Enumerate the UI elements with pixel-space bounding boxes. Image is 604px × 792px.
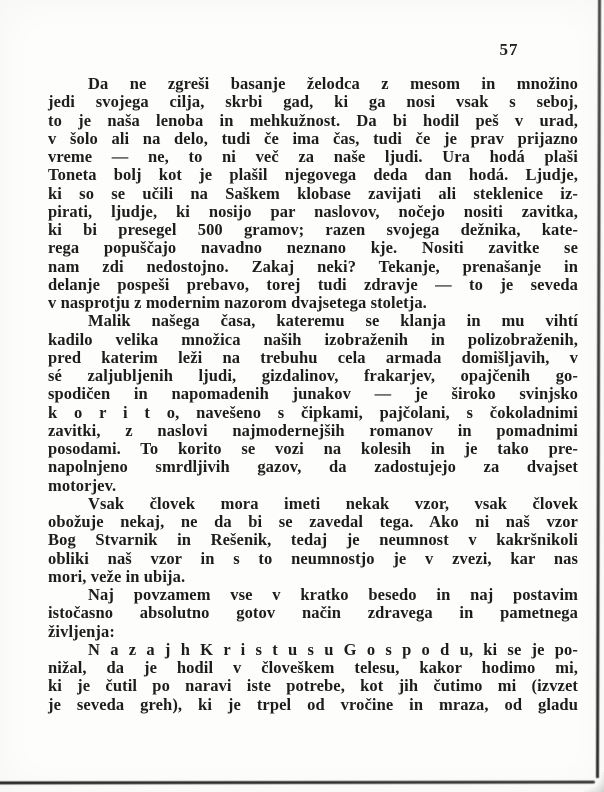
text-line: sé zaljubljenih ljudi, gizdalinov, frakarjev, opajčenih go- [48, 366, 578, 385]
text-line: N a z a j h K r i s t u s u G o s p o d u, ki se je po- [88, 639, 578, 659]
text-line: Malik našega časa, kateremu se klanja in mu vihtí [88, 311, 578, 331]
text-line: mori, veže in ubija. [48, 566, 186, 586]
text-line: kadilo velika množica naših izobraženih in polizobraženih, [48, 329, 578, 349]
text-line: ki bi presegel 500 gramov; razen svojega dežnika, kate- [48, 220, 578, 239]
text-line: v nasprotju z modernim nazorom dvajsetega stoletja. [48, 293, 427, 312]
text-line: življenja: [48, 621, 115, 641]
text-line: Bog Stvarnik in Rešenik, tedaj je neumnost v kakršnikoli [48, 530, 578, 550]
text-line: pirati, ljudje, ki nosijo par naslovov, nočejo nositi zavitka, [48, 201, 578, 221]
text-line: ki je čutil po naravi iste potrebe, kot jih čutimo mi (izvzet [48, 676, 578, 696]
text-line: to je naša lenoba in mehkužnost. Da bi hodil peš v urad, [48, 110, 578, 130]
paragraph [48, 641, 578, 714]
text-line: jedi svojega cilja, skrbi gad, ki ga nosi vsak s seboj, [48, 92, 578, 112]
text-line: je seveda greh), ki je trpel od vročine in mraza, od gladu [48, 694, 578, 714]
text-line: napolnjeno smrdljivih gazov, da zadostujejo za dvajset [48, 457, 578, 477]
scan-edge-bottom [0, 781, 595, 785]
paragraph [48, 495, 578, 586]
text-line: vreme — ne, to ni več za naše ljudi. Ura hodá plaši [48, 147, 578, 166]
text-line: istočasno absolutno gotov način zdravega in pametnega [48, 603, 578, 623]
text-line: pred katerim leži na trebuhu cela armada domišljavih, v [48, 347, 578, 367]
text-line: ki so se učili na Saškem klobase zavijati ali steklenice iz- [48, 183, 578, 203]
text-line: v šolo ali na delo, tudi če ima čas, tudi če je prav prijazno [48, 128, 578, 148]
text-line: rega popuščajo navadno neznano kje. Nositi zavitke se [48, 238, 578, 258]
text-line: Da ne zgreši basanje želodca z mesom in množino [88, 74, 578, 93]
scan-edge-right [596, 0, 601, 778]
paragraph [48, 312, 578, 495]
text-line: Naj povzamem vse v kratko besedo in naj postavim [88, 585, 578, 604]
paragraph [48, 75, 578, 312]
text-block [48, 75, 578, 714]
page-number: 57 [499, 40, 519, 59]
text-line: nižal, da je hodil v človeškem telesu, kakor hodimo mi, [48, 658, 578, 677]
text-line: zavitki, z naslovi najmodernejših romanov in pomadnimi [48, 420, 578, 440]
text-line: obliki naš vzor in s to neumnostjo je v zvezi, kar nas [48, 548, 578, 568]
text-line: nam zdi nedostojno. Zakaj neki? Tekanje, prenašanje in [48, 256, 578, 276]
scan-corner-shade [584, 772, 604, 792]
text-line: Toneta bolj kot je plašil njegovega deda dan hodá. Ljudje, [48, 165, 578, 185]
text-line: motorjev. [48, 475, 117, 495]
text-line: Vsak človek mora imeti nekak vzor, vsak človek [88, 493, 578, 513]
text-line: delanje pospeši prebavo, torej tudi zdravje — to je seveda [48, 274, 578, 294]
text-line: spodičen in napomadenih junakov — je široko svinjsko [48, 384, 578, 404]
paragraph [48, 586, 578, 641]
text-line: posodami. To korito se vozi na kolesih in je tako pre- [48, 439, 578, 458]
text-line: k o r i t o, navešeno s čipkami, pajčolani, s čokoladnimi [48, 402, 578, 422]
text-line: obožuje nekaj, ne da bi se zavedal tega. Ako ni naš vzor [48, 512, 578, 531]
